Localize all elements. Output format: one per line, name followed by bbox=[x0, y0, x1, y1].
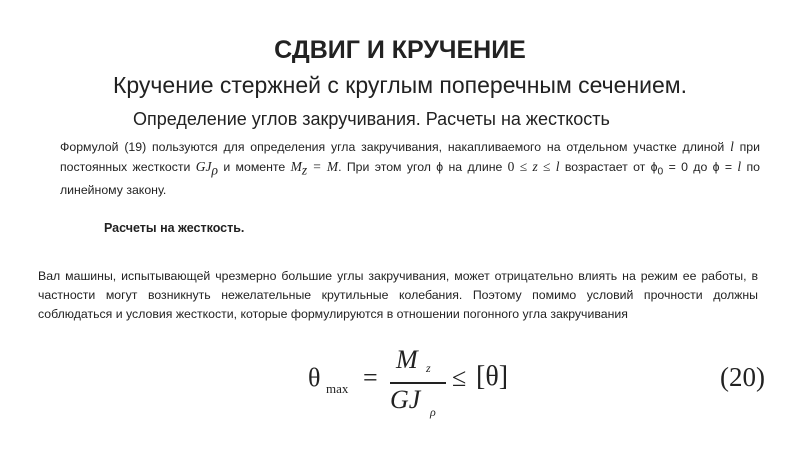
formula-lhs-sub: max bbox=[326, 381, 349, 396]
formula-lhs: θ bbox=[308, 363, 321, 392]
formula-equals: = bbox=[363, 363, 378, 392]
formula-denominator-sub: ρ bbox=[430, 405, 436, 419]
text-run: и моменте bbox=[217, 160, 291, 174]
slide-title: СДВИГ И КРУЧЕНИЕ bbox=[274, 36, 526, 64]
formula-numerator-sub: z bbox=[426, 361, 431, 375]
paragraph-formula-usage bbox=[60, 137, 760, 200]
text-run: при постоянных жесткости bbox=[60, 140, 760, 174]
formula-le: ≤ bbox=[452, 363, 467, 392]
symbol-m: M bbox=[290, 159, 302, 174]
symbol-l: l bbox=[730, 139, 734, 154]
symbol-z: z bbox=[532, 159, 538, 174]
symbol-rho-sub: ρ bbox=[211, 162, 218, 178]
slide-subheading: Определение углов закручивания. Расчеты на жесткость bbox=[133, 109, 610, 129]
range-start: 0 ≤ bbox=[507, 159, 533, 174]
formula-rhs: [θ] bbox=[476, 361, 509, 392]
paragraph-stiffness: Вал машины, испытывающей чрезмерно большие углы закручивания, может отрицательно влиять на режим ее работы, в частности могут возникнуть нежелательные крутильные колебания. Поэтому помимо условий прочности должны соблюдаться и условия жесткости, которые формулируются в отношении погонного угла закручивания bbox=[38, 269, 758, 321]
section-heading: Расчеты на жесткость. bbox=[104, 221, 245, 235]
symbol-l: l bbox=[737, 159, 742, 174]
symbol-eq-m: = M bbox=[307, 159, 339, 174]
equation-number: (20) bbox=[720, 362, 765, 392]
text-run: Формулой (19) пользуются для определения угла закручивания, накапливаемого на отдельном участке длиной bbox=[60, 140, 731, 154]
formula-fraction-bar bbox=[390, 382, 446, 384]
formula-denominator: GJ bbox=[390, 385, 421, 414]
symbol-l: l bbox=[555, 159, 560, 174]
symbol-z-sub: z bbox=[301, 162, 308, 178]
formula-numerator: M bbox=[396, 345, 418, 374]
slide-subtitle: Кручение стержней с круглым поперечным сечением. bbox=[112, 72, 687, 98]
text-run: = 0 до ϕ = bbox=[663, 160, 738, 174]
text-run: возрастает от ϕ bbox=[559, 160, 658, 174]
text-run: . При этом угол ϕ на длине bbox=[338, 160, 508, 174]
phi-zero-sub: 0 bbox=[657, 166, 664, 178]
range-le: ≤ bbox=[537, 159, 556, 174]
text-run: по линейному закону. bbox=[60, 160, 760, 198]
symbol-gj: GJ bbox=[195, 159, 212, 174]
